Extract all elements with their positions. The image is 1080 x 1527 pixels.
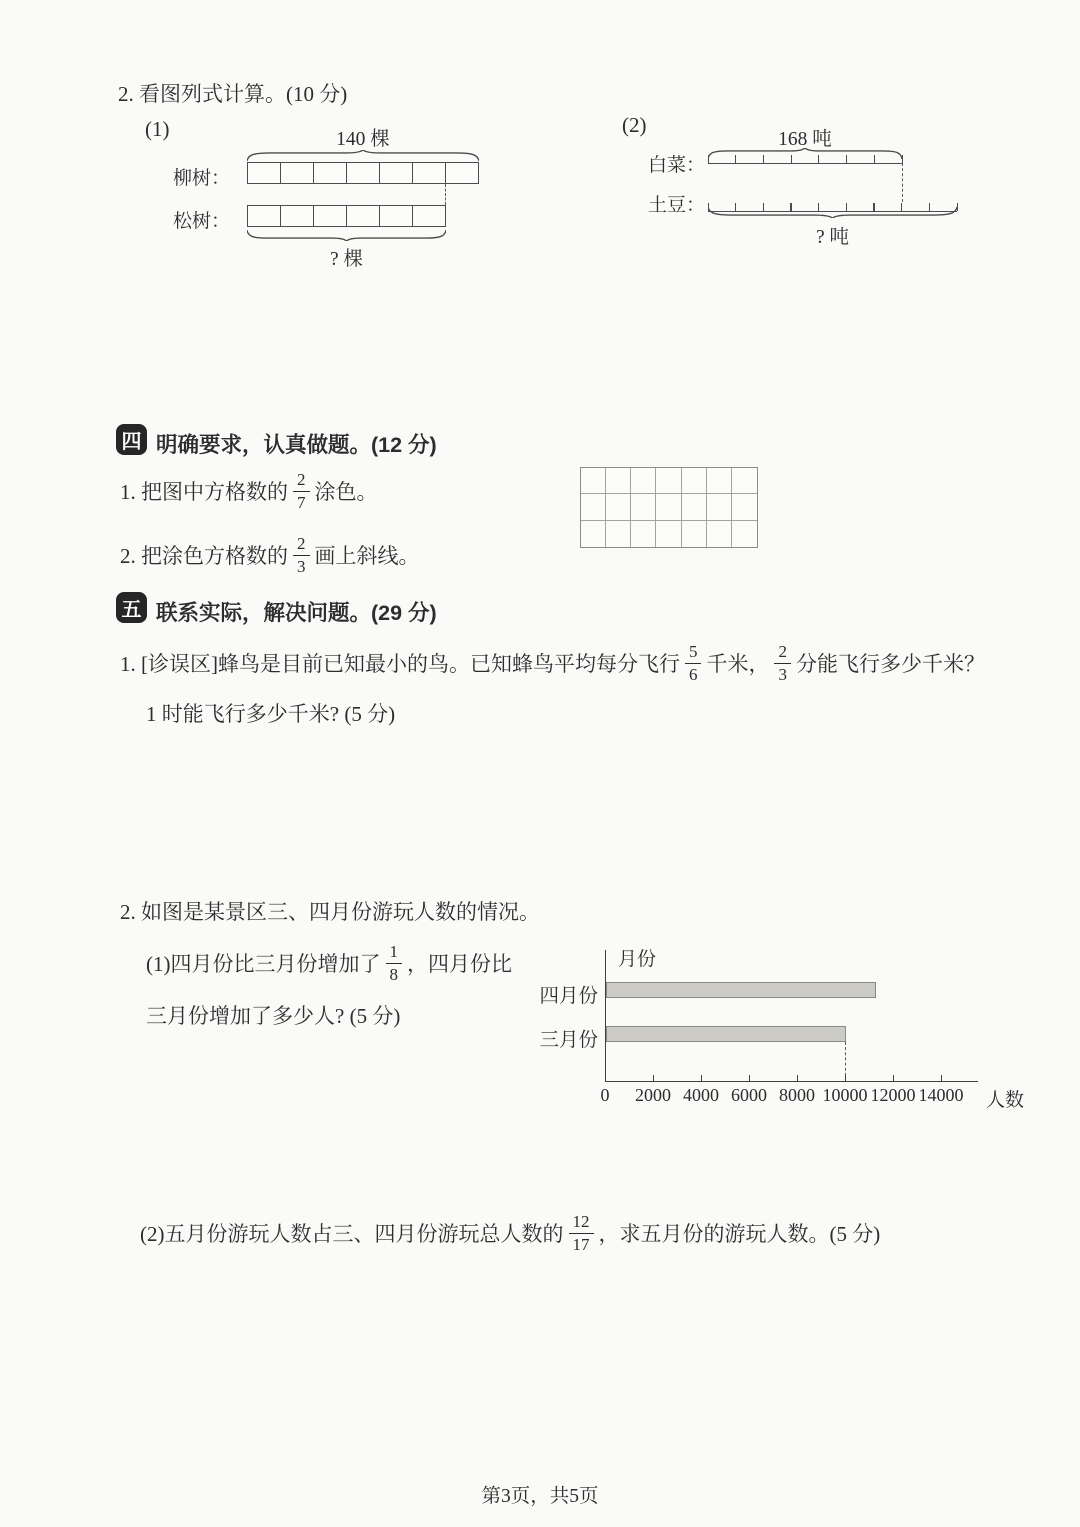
grid-cell bbox=[682, 494, 707, 520]
underbrace bbox=[708, 207, 957, 218]
bar-segment bbox=[380, 206, 413, 226]
section-5-item-2-q2 bbox=[140, 1210, 880, 1256]
shading-grid bbox=[580, 467, 758, 548]
item-text: ，求五月份的游玩人数。(5 分) bbox=[598, 1222, 881, 1246]
grid-cell bbox=[732, 494, 757, 520]
fraction-12-17: $\frac{12}{17}$ bbox=[569, 1212, 594, 1254]
grid-cell bbox=[631, 468, 656, 494]
bar-segment bbox=[413, 206, 445, 226]
fraction-1-8: $\frac{1}{8}$ bbox=[386, 942, 403, 984]
grid-cell bbox=[631, 521, 656, 547]
section-5-item-2-intro: 2. 如图是某景区三、四月份游玩人数的情况。 bbox=[120, 900, 540, 924]
item-text: 涂色。 bbox=[314, 480, 378, 504]
grid-cell bbox=[707, 468, 732, 494]
diagram-1-total-label: 140 棵 bbox=[336, 129, 390, 150]
item-text: 1. [诊误区]蜂鸟是目前已知最小的鸟。已知蜂鸟平均每分飞行 bbox=[120, 652, 680, 676]
segment-tick bbox=[818, 155, 819, 163]
item-text: (1)四月份比三月份增加了 bbox=[146, 952, 381, 976]
bar-segment bbox=[347, 163, 380, 183]
diagram-1-row1-label: 柳树： bbox=[173, 168, 231, 189]
bar-segment bbox=[413, 163, 446, 183]
section-5-item-1-line-2: 1 时能飞行多少千米? (5 分) bbox=[146, 702, 396, 726]
section-5-item-2-q1-line-1 bbox=[146, 940, 512, 986]
chart-category-april: 四月份 bbox=[539, 986, 598, 1007]
bar-segment bbox=[281, 163, 314, 183]
bar-segment bbox=[248, 206, 281, 226]
bar-segment bbox=[380, 163, 413, 183]
grid-cell bbox=[732, 468, 757, 494]
grid-cell bbox=[606, 494, 631, 520]
x-axis-tick bbox=[701, 1075, 702, 1082]
x-axis-tick-label: 6000 bbox=[731, 1085, 767, 1105]
grid-cell bbox=[656, 468, 681, 494]
chart-category-march: 三月份 bbox=[539, 1030, 598, 1051]
item-text: (2)五月份游玩人数占三、四月份游玩总人数的 bbox=[140, 1222, 564, 1246]
bar-segment bbox=[314, 163, 347, 183]
diagram-1-row2-label: 松树： bbox=[173, 211, 231, 232]
fraction-2-3: $\frac{2}{3}$ bbox=[774, 642, 791, 684]
x-axis-tick bbox=[941, 1075, 942, 1082]
section-5-badge: 五 bbox=[116, 592, 147, 623]
bar-segment bbox=[314, 206, 347, 226]
bar-segment bbox=[281, 206, 314, 226]
diagram-2-row1-label: 白菜： bbox=[648, 155, 706, 176]
diagram-2-row2-label: 土豆： bbox=[648, 195, 706, 216]
item-text: ，四月份比 bbox=[407, 952, 512, 976]
diagram-2-question-label: ? 吨 bbox=[815, 227, 850, 248]
diagram-1 bbox=[118, 105, 558, 275]
grid-cell bbox=[707, 494, 732, 520]
x-axis-tick-label: 8000 bbox=[779, 1085, 815, 1105]
page-footer: 第3页，共5页 bbox=[481, 1486, 599, 1507]
grid-cell bbox=[581, 494, 606, 520]
grid-cell bbox=[606, 521, 631, 547]
diagram-1-row1-bar bbox=[247, 162, 479, 184]
x-axis-tick bbox=[797, 1075, 798, 1082]
diagram-1-dashed-line bbox=[445, 184, 446, 205]
segment-tick bbox=[846, 155, 847, 163]
x-axis-tick bbox=[653, 1075, 654, 1082]
chart-y-axis bbox=[605, 950, 606, 1081]
grid-cell bbox=[581, 468, 606, 494]
diagram-1-label: (1) bbox=[145, 117, 170, 141]
diagram-2-label: (2) bbox=[622, 113, 647, 137]
grid-cell bbox=[581, 521, 606, 547]
grid-cell bbox=[656, 521, 681, 547]
segment-tick bbox=[735, 155, 736, 163]
section-4-title: 明确要求，认真做题。(12 分) bbox=[156, 433, 437, 457]
section-4-item-1 bbox=[120, 468, 378, 514]
section-5-item-2-q1-line-2: 三月份增加了多少人? (5 分) bbox=[146, 1004, 401, 1028]
item-text: 1. 把图中方格数的 bbox=[120, 480, 288, 504]
section-4-item-2 bbox=[120, 532, 420, 578]
chart-bar-march bbox=[606, 1026, 846, 1042]
item-text: 画上斜线。 bbox=[314, 544, 420, 568]
x-axis-tick-label: 10000 bbox=[822, 1085, 868, 1105]
segment-tick bbox=[763, 155, 764, 163]
diagram-2-dashed-line bbox=[902, 163, 903, 202]
item-text: 分能飞行多少千米？ bbox=[795, 652, 985, 676]
x-axis-tick bbox=[893, 1075, 894, 1082]
chart-y-axis-label: 月份 bbox=[618, 949, 657, 970]
grid-cell bbox=[682, 521, 707, 547]
bar-segment bbox=[248, 163, 281, 183]
grid-cell bbox=[656, 494, 681, 520]
bar-segment bbox=[446, 163, 478, 183]
item-text: 2. 把涂色方格数的 bbox=[120, 544, 288, 568]
bar-segment bbox=[347, 206, 380, 226]
overbrace bbox=[247, 150, 479, 161]
item-text: 千米， bbox=[706, 652, 770, 676]
x-axis-tick-label: 14000 bbox=[918, 1085, 964, 1105]
chart-x-axis-label: 人数 bbox=[986, 1090, 1025, 1111]
visitors-bar-chart bbox=[520, 938, 1070, 1113]
grid-cell bbox=[707, 521, 732, 547]
fraction-2-3: $\frac{2}{3}$ bbox=[293, 534, 310, 576]
diagram-2-total-label: 168 吨 bbox=[778, 129, 832, 150]
section-4-badge: 四 bbox=[116, 424, 147, 455]
underbrace bbox=[247, 230, 446, 241]
x-axis-tick-label: 4000 bbox=[683, 1085, 719, 1105]
x-axis-tick-label: 2000 bbox=[635, 1085, 671, 1105]
segment-tick bbox=[791, 155, 792, 163]
section-5-item-1-line-1 bbox=[120, 640, 985, 686]
grid-cell bbox=[732, 521, 757, 547]
section-5-title: 联系实际，解决问题。(29 分) bbox=[156, 601, 437, 625]
diagram-1-question-label: ? 棵 bbox=[329, 249, 364, 270]
diagram-2 bbox=[598, 105, 1060, 255]
segment-tick bbox=[874, 155, 875, 163]
x-axis-tick bbox=[749, 1075, 750, 1082]
segment-tick bbox=[902, 155, 903, 163]
x-axis-tick-label: 0 bbox=[600, 1085, 610, 1105]
fraction-5-6: $\frac{5}{6}$ bbox=[685, 642, 702, 684]
diagram-2-row1-line bbox=[708, 155, 902, 164]
grid-cell bbox=[606, 468, 631, 494]
grid-cell bbox=[631, 494, 656, 520]
x-axis-tick bbox=[845, 1075, 846, 1082]
diagram-1-row2-bar bbox=[247, 205, 446, 227]
fraction-2-7: $\frac{2}{7}$ bbox=[293, 470, 310, 512]
chart-x-axis bbox=[605, 1081, 978, 1082]
segment-tick bbox=[708, 155, 709, 163]
x-axis-tick-label: 12000 bbox=[870, 1085, 916, 1105]
chart-bar-april bbox=[606, 982, 876, 998]
grid-cell bbox=[682, 468, 707, 494]
q2-title: 2. 看图列式计算。(10 分) bbox=[118, 82, 348, 106]
